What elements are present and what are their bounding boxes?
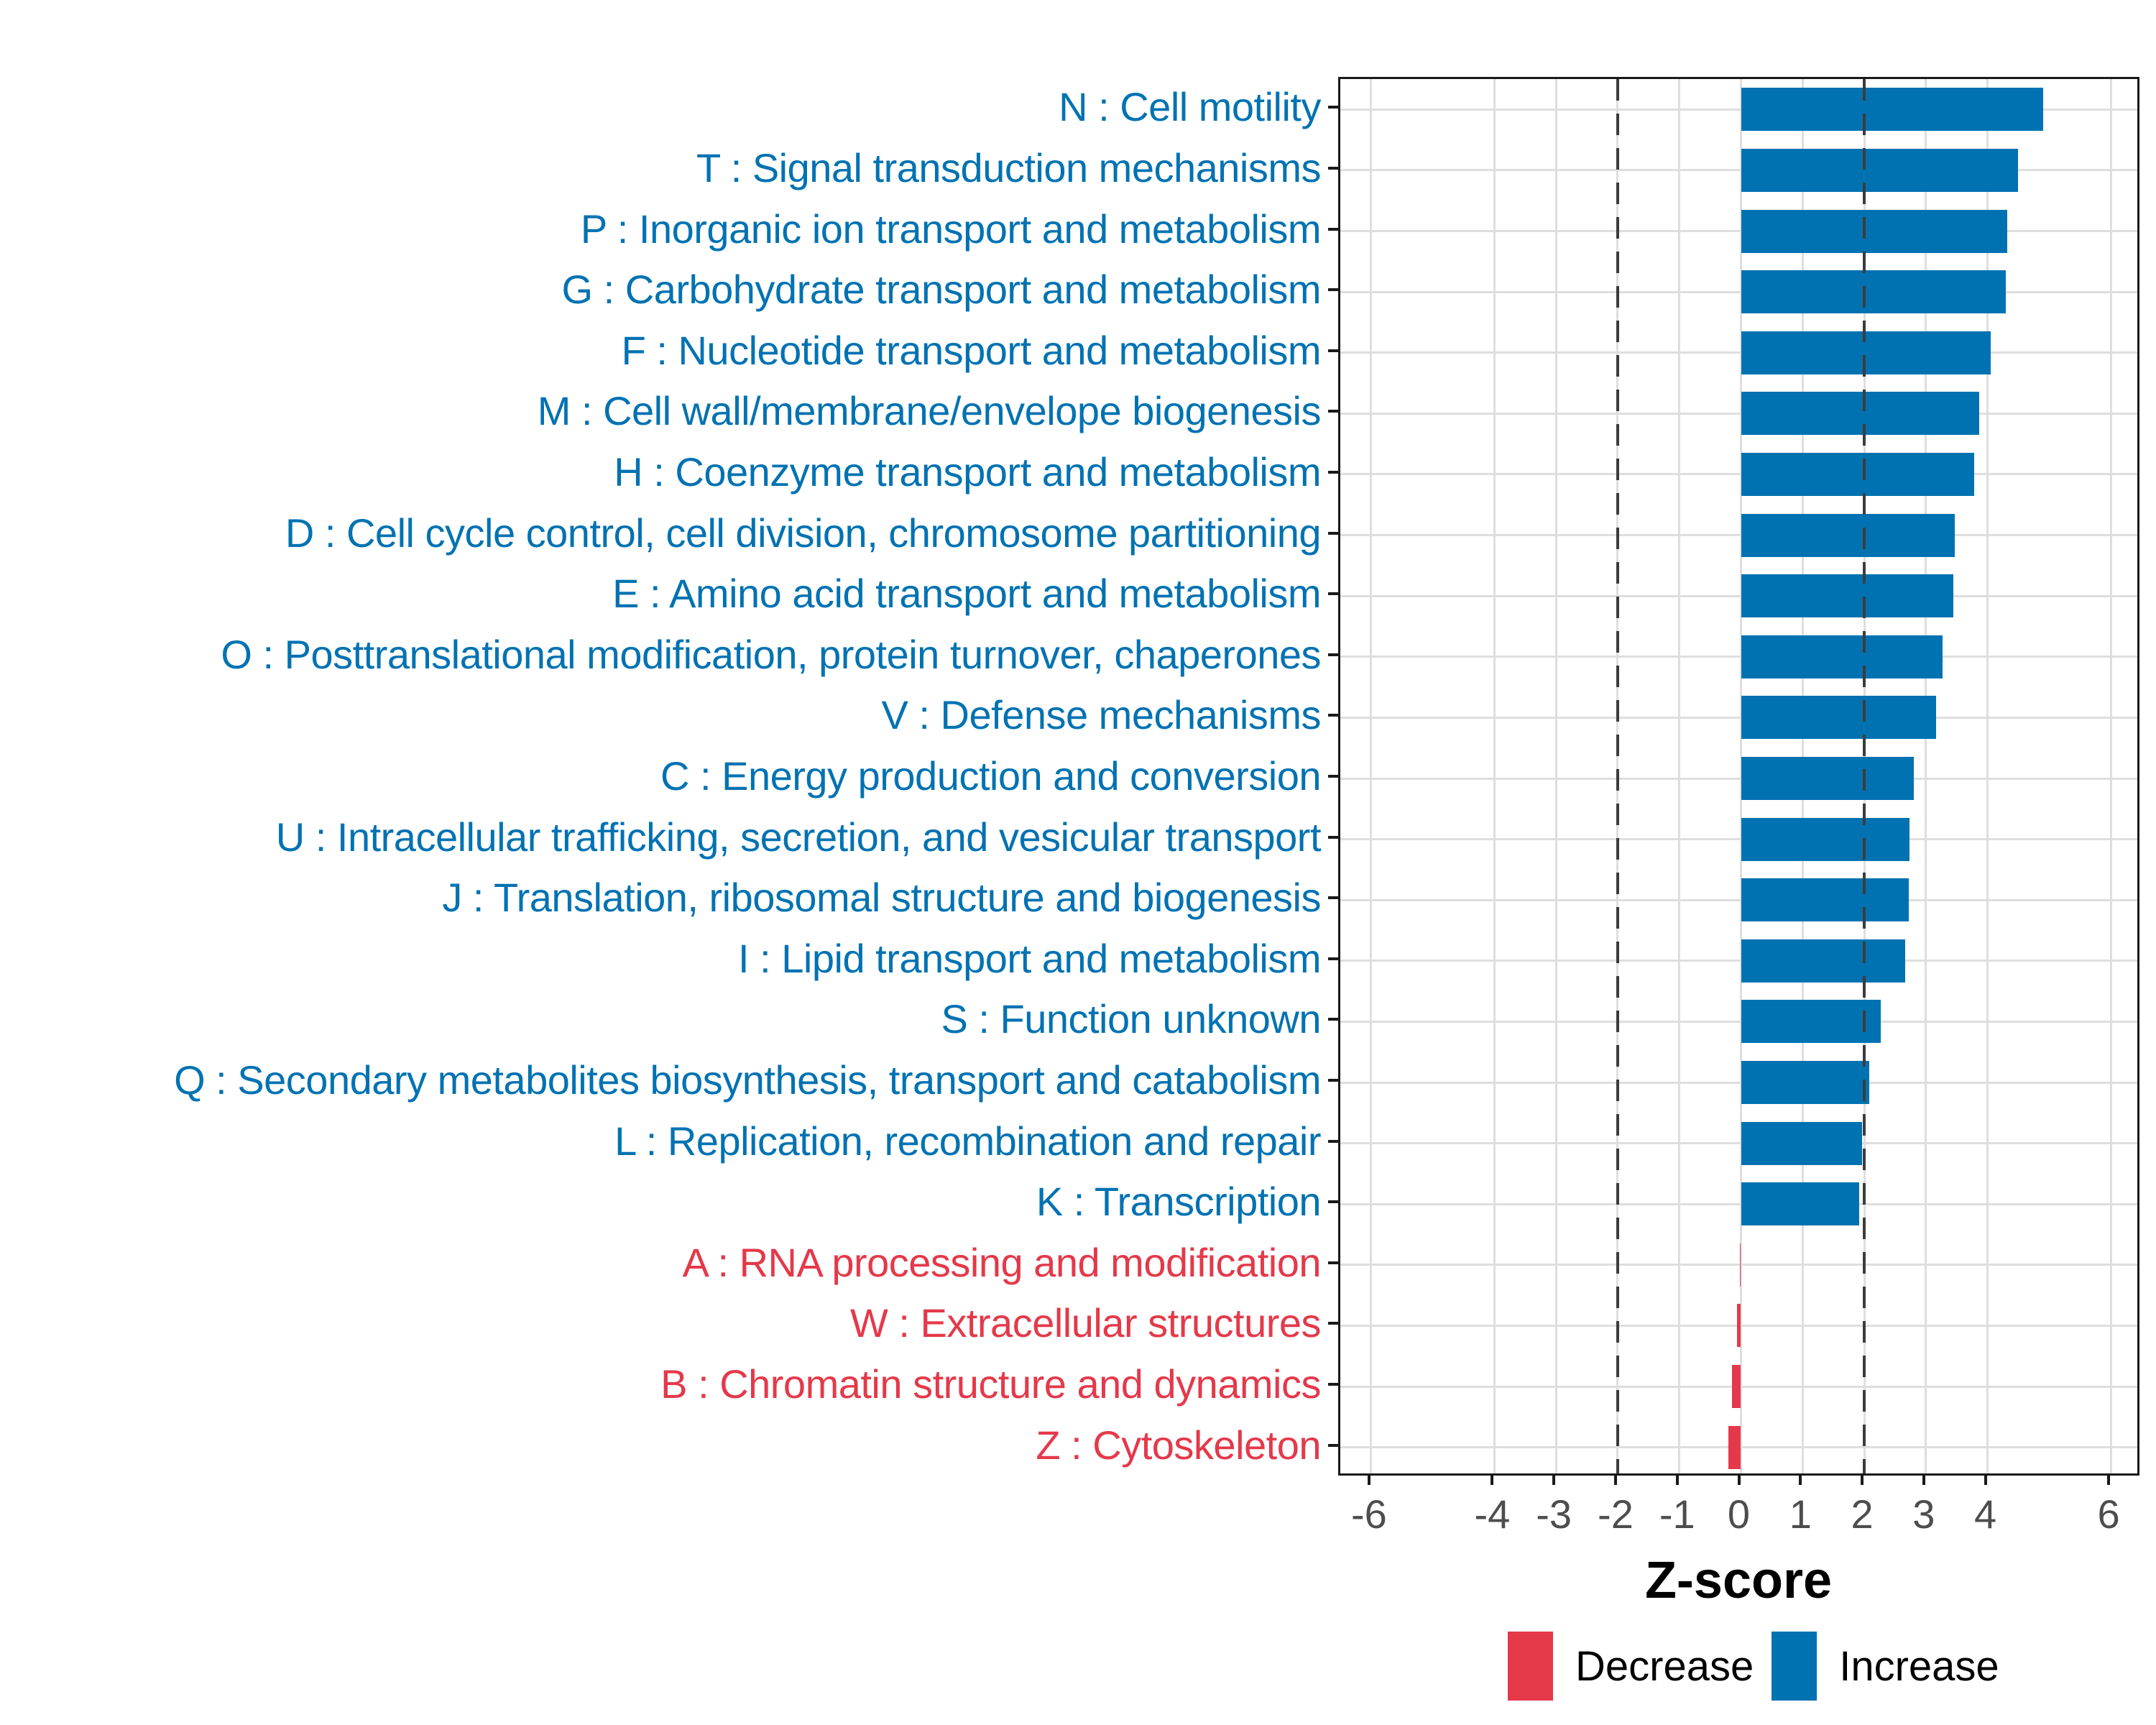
x-tick <box>1491 1476 1493 1485</box>
legend-label-increase: Increase <box>1839 1642 1999 1690</box>
bar-s <box>1741 1000 1881 1043</box>
x-tick <box>1922 1476 1925 1485</box>
y-tick <box>1328 592 1338 595</box>
x-tick-label: -2 <box>1598 1491 1634 1537</box>
bar-d <box>1741 514 1955 557</box>
y-gridline <box>1340 778 2137 780</box>
x-tick-label: 1 <box>1789 1491 1812 1537</box>
category-label: P : Inorganic ion transport and metabolism <box>580 206 1321 252</box>
bar-j <box>1741 878 1909 921</box>
bar-g <box>1741 270 2007 313</box>
y-gridline <box>1340 1264 2137 1266</box>
category-label: B : Chromatin structure and dynamics <box>660 1361 1321 1407</box>
y-gridline <box>1340 1203 2137 1205</box>
category-label: H : Coenzyme transport and metabolism <box>614 448 1321 494</box>
x-tick <box>1799 1476 1802 1485</box>
bar-z <box>1728 1426 1741 1469</box>
y-gridline <box>1340 1082 2137 1084</box>
y-tick <box>1328 532 1338 535</box>
y-gridline <box>1340 473 2137 475</box>
x-tick <box>1984 1476 1987 1485</box>
category-label: E : Amino acid transport and metabolism <box>612 571 1321 617</box>
x-tick <box>1368 1476 1370 1485</box>
x-tick <box>1676 1476 1679 1485</box>
category-label: V : Defense mechanisms <box>881 692 1321 738</box>
y-tick <box>1328 714 1338 717</box>
category-label: A : RNA processing and modification <box>682 1239 1321 1285</box>
y-gridline <box>1340 595 2137 597</box>
category-label: G : Carbohydrate transport and metabolism <box>561 267 1321 313</box>
bar-o <box>1741 635 1943 678</box>
bar-e <box>1741 574 1953 617</box>
y-tick <box>1328 106 1338 109</box>
bar-a <box>1740 1243 1741 1287</box>
x-tick <box>2107 1476 2110 1485</box>
category-label: Z : Cytoskeleton <box>1036 1422 1321 1468</box>
x-tick-label: -3 <box>1536 1491 1572 1537</box>
x-tick-label: -1 <box>1659 1491 1695 1537</box>
y-tick <box>1328 957 1338 960</box>
category-label: K : Transcription <box>1036 1179 1321 1225</box>
bar-f <box>1741 331 1991 374</box>
y-tick <box>1328 1018 1338 1021</box>
y-tick <box>1328 653 1338 656</box>
plot-panel <box>1338 77 2139 1476</box>
y-gridline <box>1340 230 2137 232</box>
y-gridline <box>1340 291 2137 293</box>
y-tick <box>1328 1200 1338 1203</box>
category-label: Q : Secondary metabolites biosynthesis, transport and catabolism <box>174 1057 1321 1103</box>
x-tick-label: 3 <box>1912 1491 1935 1537</box>
bar-c <box>1741 757 1914 800</box>
x-tick-label: -6 <box>1350 1491 1387 1537</box>
bar-u <box>1741 818 1909 861</box>
bar-m <box>1741 392 1979 435</box>
y-tick <box>1328 1140 1338 1143</box>
y-tick <box>1328 1322 1338 1325</box>
category-label: S : Function unknown <box>941 996 1321 1042</box>
y-tick <box>1328 1383 1338 1386</box>
y-gridline <box>1340 1021 2137 1023</box>
category-label: L : Replication, recombination and repair <box>614 1118 1321 1164</box>
bar-n <box>1741 88 2043 131</box>
y-tick <box>1328 471 1338 474</box>
bar-t <box>1741 149 2019 192</box>
bar-h <box>1741 453 1974 496</box>
legend <box>1508 1632 1999 1701</box>
y-tick <box>1328 167 1338 170</box>
y-gridline <box>1340 656 2137 658</box>
category-label: D : Cell cycle control, cell division, chromosome partitioning <box>285 510 1321 556</box>
y-gridline <box>1340 534 2137 536</box>
x-tick <box>1614 1476 1617 1485</box>
x-tick <box>1861 1476 1864 1485</box>
category-label: N : Cell motility <box>1059 84 1321 130</box>
category-label: U : Intracellular trafficking, secretion, and vesicular transport <box>275 814 1321 860</box>
bar-w <box>1737 1304 1741 1347</box>
category-label: M : Cell wall/membrane/envelope biogenesis <box>537 388 1321 434</box>
x-tick-label: 2 <box>1851 1491 1874 1537</box>
y-tick <box>1328 288 1338 291</box>
y-gridline <box>1340 960 2137 962</box>
x-tick-label: 0 <box>1727 1491 1751 1537</box>
y-tick <box>1328 1079 1338 1082</box>
y-gridline <box>1340 413 2137 415</box>
legend-swatch-decrease-icon <box>1508 1632 1553 1701</box>
y-tick <box>1328 836 1338 839</box>
category-label: W : Extracellular structures <box>849 1300 1321 1346</box>
y-tick <box>1328 1261 1338 1264</box>
y-tick <box>1328 228 1338 231</box>
x-tick-label: -4 <box>1474 1491 1511 1537</box>
bar-i <box>1741 939 1905 983</box>
y-tick <box>1328 410 1338 413</box>
threshold-line <box>1863 79 1866 1473</box>
category-label: T : Signal transduction mechanisms <box>696 144 1321 190</box>
x-tick-label: 4 <box>1973 1491 1997 1537</box>
threshold-line <box>1616 79 1619 1473</box>
y-gridline <box>1340 351 2137 354</box>
bar-l <box>1741 1122 1862 1165</box>
x-axis-title: Z-score <box>1644 1552 1833 1609</box>
legend-swatch-increase-icon <box>1772 1632 1817 1701</box>
x-tick-label: 6 <box>2097 1491 2120 1537</box>
y-gridline <box>1340 899 2137 901</box>
bar-p <box>1741 210 2008 253</box>
y-tick <box>1328 349 1338 352</box>
x-tick <box>1738 1476 1741 1485</box>
category-label: J : Translation, ribosomal structure and biogenesis <box>442 875 1321 921</box>
y-gridline <box>1340 717 2137 719</box>
x-tick <box>1552 1476 1555 1485</box>
y-gridline <box>1340 838 2137 840</box>
y-gridline <box>1340 1142 2137 1144</box>
category-label: O : Posttranslational modification, protein turnover, chaperones <box>221 631 1321 677</box>
category-label: F : Nucleotide transport and metabolism <box>621 327 1321 373</box>
category-label: C : Energy production and conversion <box>660 753 1321 799</box>
y-tick <box>1328 896 1338 899</box>
category-label: I : Lipid transport and metabolism <box>738 935 1321 981</box>
y-tick <box>1328 1444 1338 1447</box>
bar-v <box>1741 696 1936 739</box>
legend-item-increase <box>1772 1632 1999 1701</box>
bar-b <box>1732 1365 1741 1408</box>
y-tick <box>1328 775 1338 778</box>
bar-k <box>1741 1182 1860 1225</box>
bar-q <box>1741 1061 1869 1104</box>
legend-item-decrease <box>1508 1632 1754 1701</box>
legend-label-decrease: Decrease <box>1575 1642 1754 1690</box>
